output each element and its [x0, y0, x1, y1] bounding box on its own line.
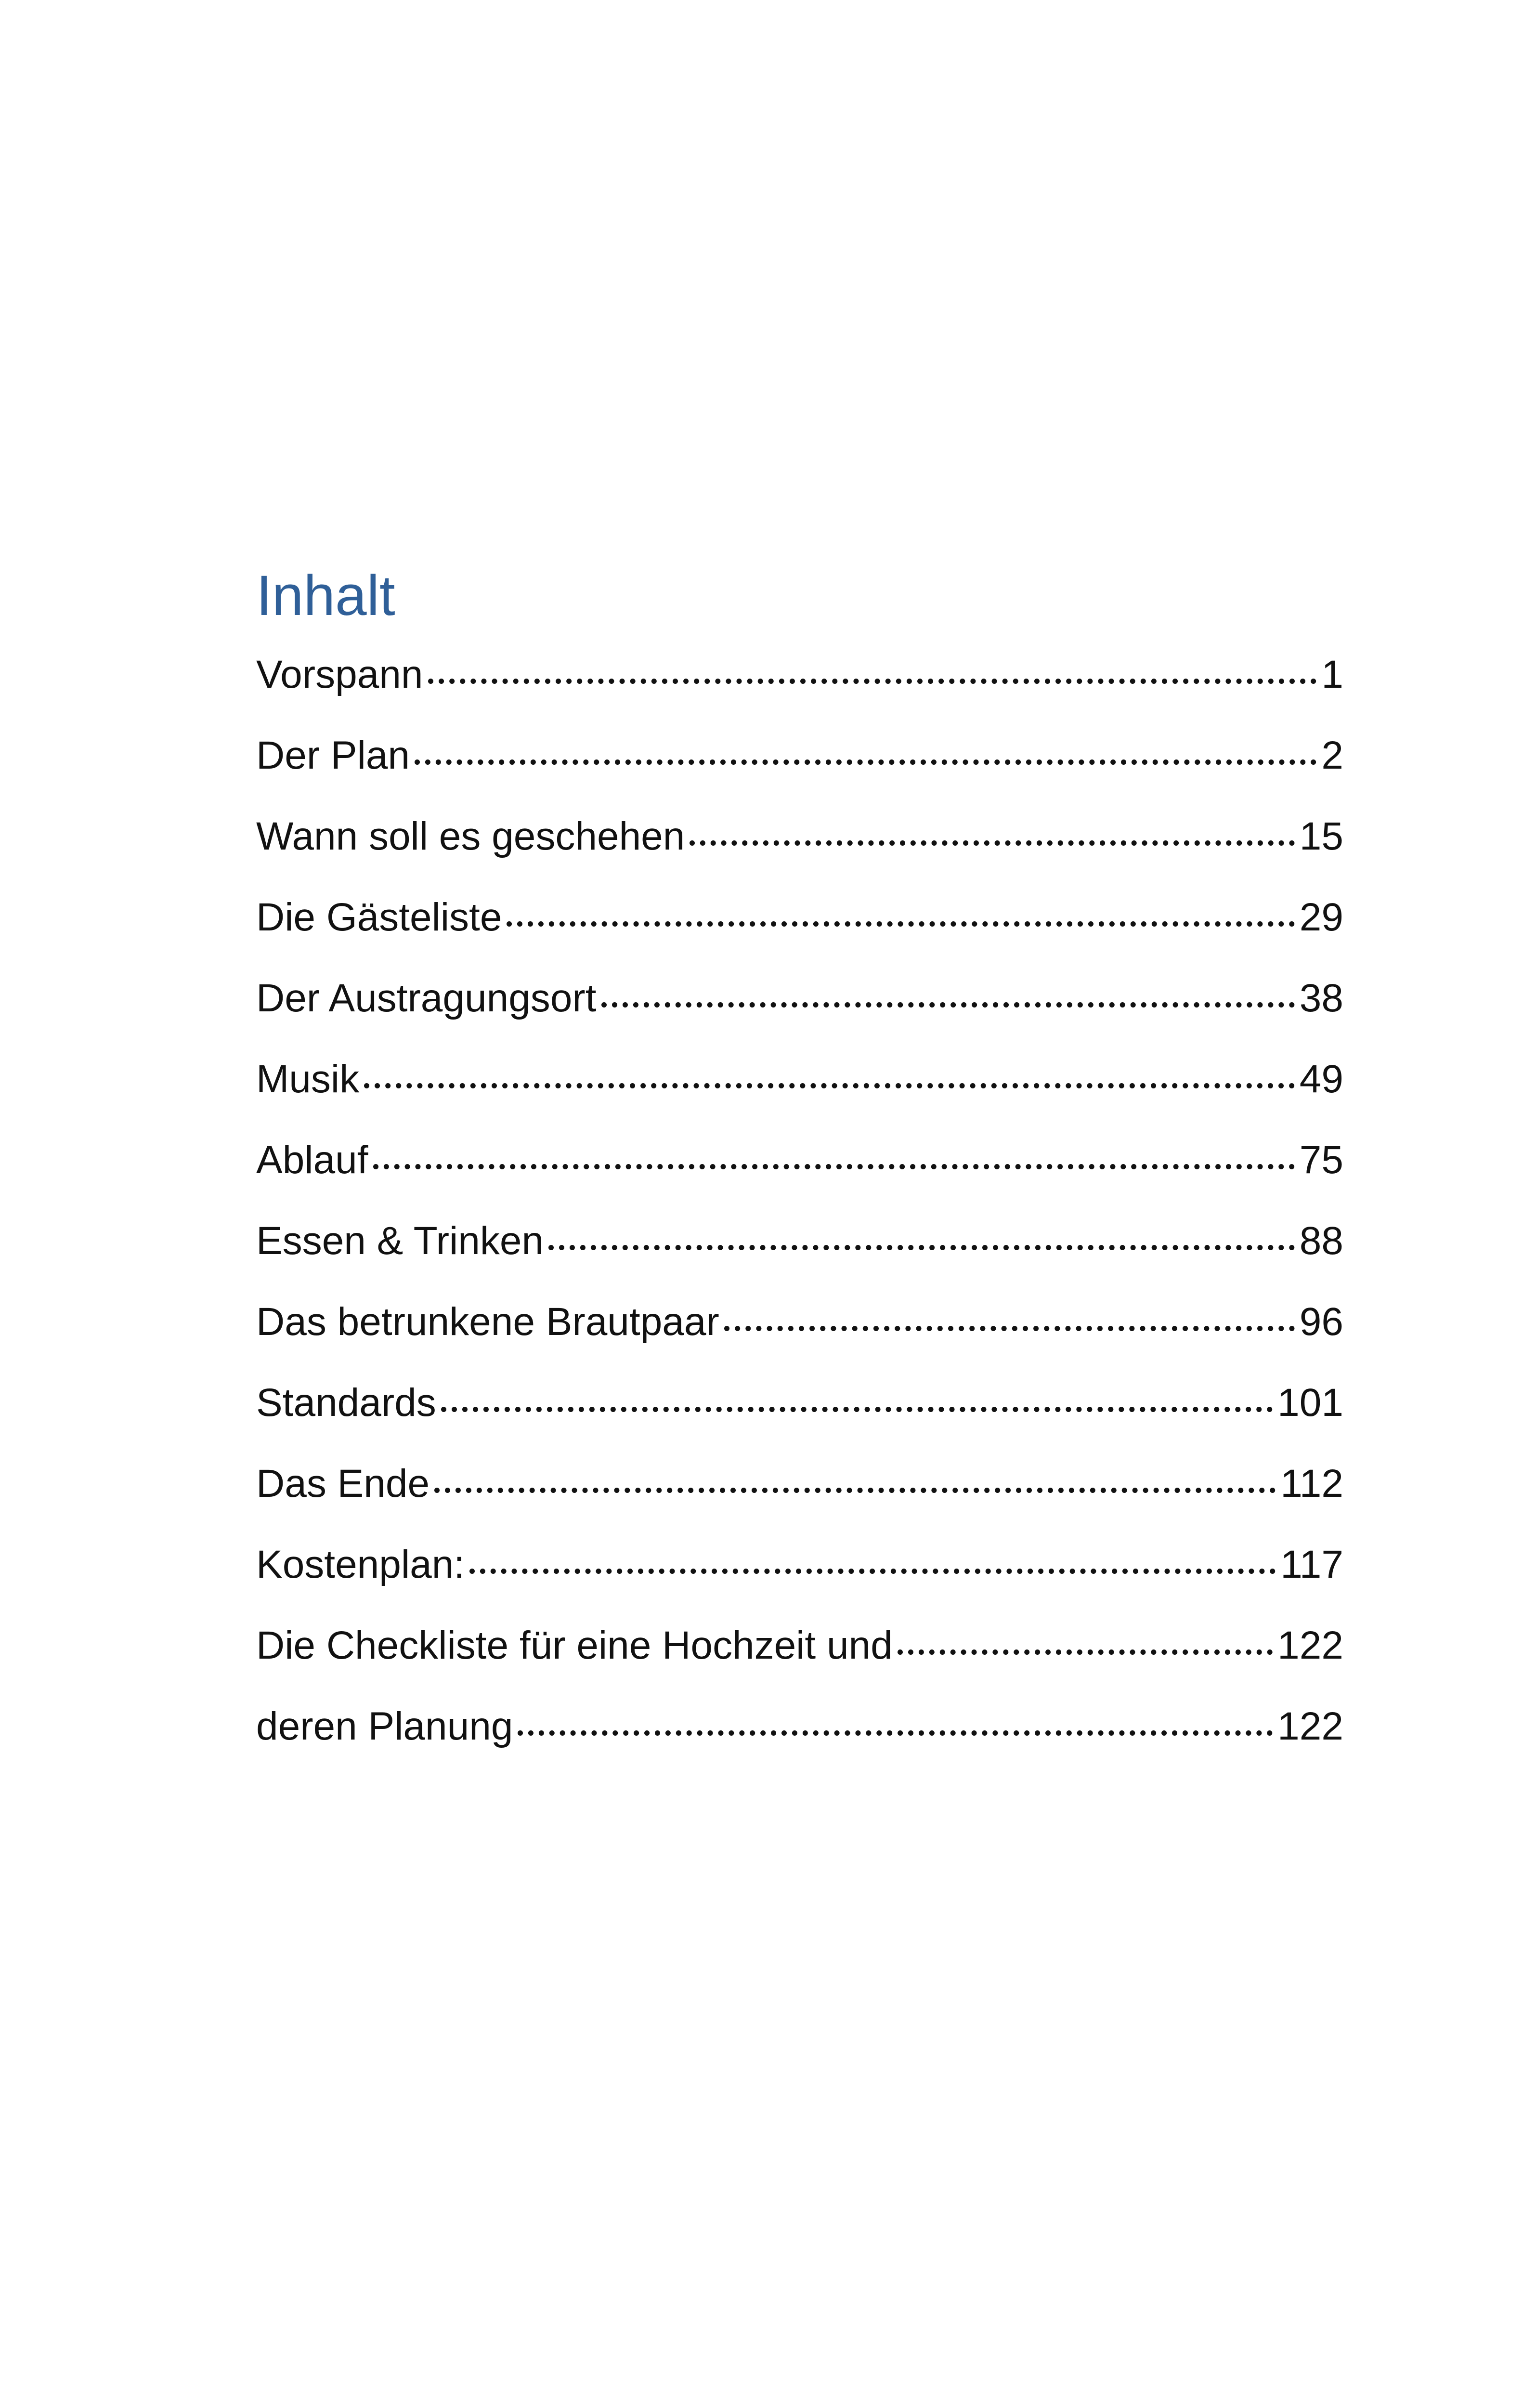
dot-leader: [898, 1649, 1273, 1655]
dot-leader: [518, 1730, 1273, 1736]
toc-entry-vorspann[interactable]: [256, 655, 1343, 736]
dot-leader: [548, 1245, 1295, 1250]
toc-page-number: 88: [1299, 1219, 1343, 1263]
toc-page-number: 122: [1277, 1623, 1343, 1667]
toc-entry-die-gaesteliste[interactable]: [256, 895, 1343, 979]
dot-leader: [507, 921, 1294, 927]
toc-entry-das-betrunkene-brautpaar[interactable]: [256, 1302, 1343, 1383]
toc-entry-label: Das betrunkene Brautpaar: [256, 1300, 719, 1344]
toc-page-number: 1: [1321, 653, 1343, 696]
toc-entry-checkliste-fuer-eine-hochzeit[interactable]: [256, 1623, 1343, 1707]
toc-page-number: 38: [1299, 976, 1343, 1020]
dot-leader: [469, 1569, 1276, 1574]
toc-entry-label: Vorspann: [256, 653, 423, 696]
toc-entry-label: Der Austragungsort: [256, 976, 597, 1020]
toc-entry-label: Die Gästeliste: [256, 895, 502, 939]
toc-entry-label: Standards: [256, 1381, 436, 1425]
dot-leader: [434, 1488, 1276, 1493]
dot-leader: [441, 1407, 1273, 1412]
toc-page-number: 96: [1299, 1300, 1343, 1344]
toc-entry-label: Musik: [256, 1057, 360, 1101]
toc-entry-standards[interactable]: [256, 1383, 1343, 1464]
toc-entry-kostenplan[interactable]: [256, 1545, 1343, 1626]
toc-entry-label: Die Checkliste für eine Hochzeit und: [256, 1623, 893, 1667]
toc-entry-label: Der Plan: [256, 733, 410, 777]
toc-entry-label: Kostenplan:: [256, 1543, 465, 1586]
toc-entry-essen-und-trinken[interactable]: [256, 1221, 1343, 1302]
toc-entry-ablauf[interactable]: [256, 1140, 1343, 1221]
dot-leader: [690, 840, 1294, 846]
dot-leader: [415, 759, 1316, 765]
toc-page-number: 29: [1299, 895, 1343, 939]
toc-entry-label: deren Planung: [256, 1704, 513, 1748]
dot-leader: [373, 1164, 1295, 1169]
toc-entry-label: Das Ende: [256, 1462, 430, 1505]
toc-entry-label: Ablauf: [256, 1138, 368, 1182]
toc-page-number: 101: [1277, 1381, 1343, 1425]
toc-page-number: 49: [1299, 1057, 1343, 1101]
table-of-contents-title: Inhalt: [256, 564, 395, 628]
table-of-contents-list: [256, 655, 1343, 1788]
toc-entry-deren-planung[interactable]: [256, 1704, 1343, 1788]
toc-entry-der-plan[interactable]: [256, 733, 1343, 817]
dot-leader: [364, 1083, 1295, 1088]
toc-entry-label: Wann soll es geschehen: [256, 814, 685, 858]
toc-page-number: 15: [1299, 814, 1343, 858]
toc-entry-label: Essen & Trinken: [256, 1219, 544, 1263]
toc-entry-der-austragungsort[interactable]: [256, 976, 1343, 1060]
dot-leader: [724, 1326, 1295, 1331]
toc-page-number: 75: [1299, 1138, 1343, 1182]
dot-leader: [601, 1002, 1295, 1008]
toc-page-number: 122: [1277, 1704, 1343, 1748]
toc-entry-wann-soll-es-geschehen[interactable]: [256, 814, 1343, 898]
toc-entry-das-ende[interactable]: [256, 1464, 1343, 1545]
toc-page-number: 2: [1321, 733, 1343, 777]
toc-entry-musik[interactable]: [256, 1057, 1343, 1140]
toc-page-number: 117: [1280, 1543, 1343, 1586]
toc-page-number: 112: [1280, 1462, 1343, 1505]
dot-leader: [428, 679, 1317, 684]
